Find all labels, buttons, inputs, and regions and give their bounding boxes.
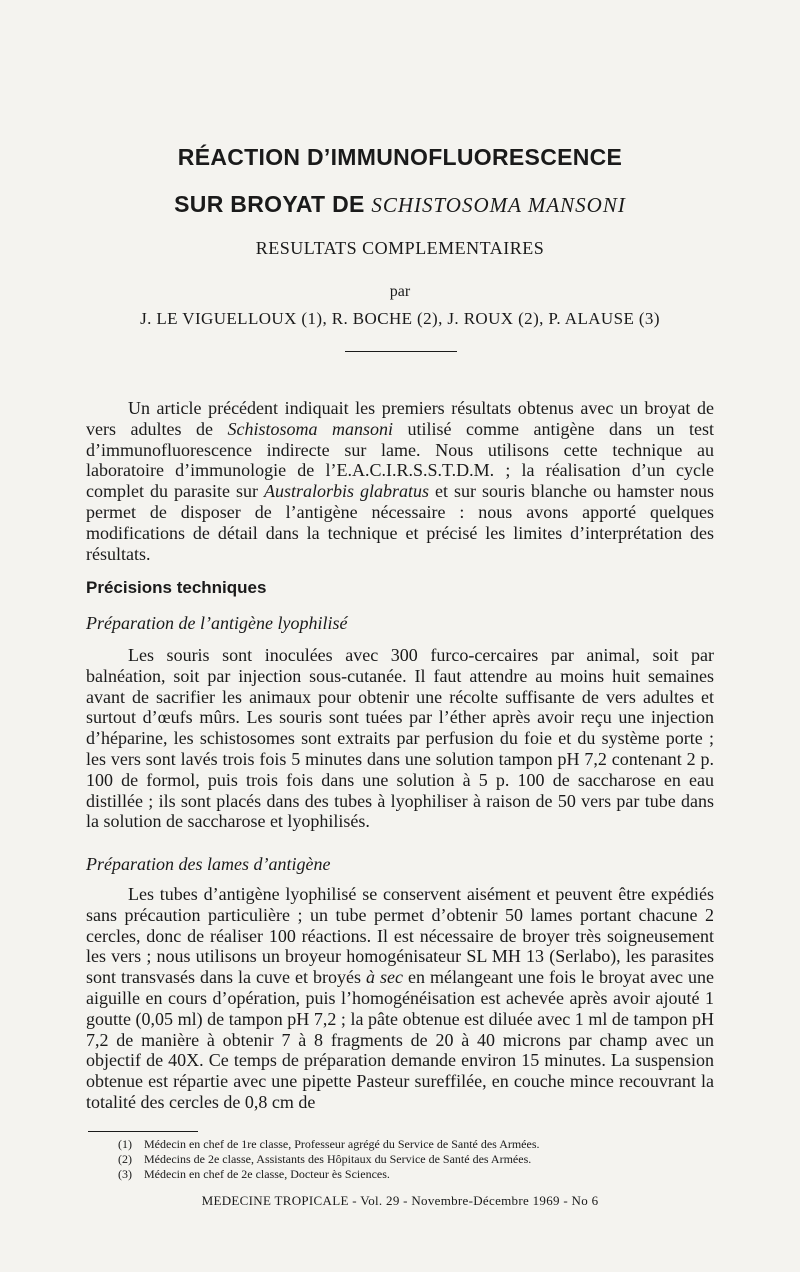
article-title-line2	[0, 191, 800, 218]
article-subtitle: RESULTATS COMPLEMENTAIRES	[255, 238, 545, 258]
title-species: SCHISTOSOMA MANSONI	[371, 193, 626, 217]
antigen-paragraph: Les souris sont inoculées avec 300 furco-cercaires par animal, soit par balnéation, soit par injection sous-cutanée. Il faut attendre au moins huit semaines avant de sacrifier les animaux pour obtenir une récolte suffisante de vers adultes et surtout d’œufs mûrs. Les souris sont tuées par l’éther après avoir reçu une injection d’héparine, les schistosomes sont extraits par perfusion du foie et du système porte ; les vers sont lavés trois fois 5 minutes dans une solution tampon pH 7,2 contenant 2 p. 100 de formol, puis trois fois dans une solution à 5 p. 100 de saccharose en eau distillée ; ils sont placés dans des tubes à lyophiliser à raison de 50 vers par tube dans la solution de saccharose et lyophilisés.	[86, 645, 714, 832]
footnote: (2) Médecins de 2e classe, Assistants des Hôpitaux du Service de Santé des Armées.	[118, 1152, 532, 1166]
slides-paragraph	[86, 884, 714, 1113]
slides-text-1: Les tubes d’antigène lyophilisé se conservent aisément et peuvent être expédiés sans précaution particulière ; un tube permet d’obtenir 50 lames portant chacune 2 cercles, donc de réaliser 100 réactions. Il est nécessaire de broyer très soigneusement les vers ; nous utilisons un broyeur homogénisateur SL MH 13 (Serlabo), les parasites sont transvasés dans la cuve et broyés	[86, 884, 714, 988]
title-divider	[345, 351, 457, 352]
article-title-line1: RÉACTION D’IMMUNOFLUORESCENCE	[177, 144, 623, 170]
intro-host-species: Australorbis glabratus	[263, 481, 430, 502]
journal-footer: MEDECINE TROPICALE - Vol. 29 - Novembre-Décembre 1969 - No 6	[201, 1193, 599, 1208]
slides-text-2: en mélangeant une fois le broyat avec une aiguille en cours d’opération, puis l’homogénéisation est achevée après avoir ajouté 1 goutte (0,05 ml) de tampon pH 7,2 ; la pâte obtenue est diluée avec 1 ml de tampon pH 7,2 de manière à obtenir 7 à 8 fragments de 20 à 40 microns par champ avec un objectif de 40X. Ce temps de préparation demande environ 15 minutes. La suspension obtenue est répartie avec une pipette Pasteur sureffilée, en couche mince recouvrant la totalité des cercles de 0,8 cm de	[86, 967, 714, 1112]
subsection-heading-slides: Préparation des lames d’antigène	[86, 854, 331, 874]
by-label: par	[389, 283, 411, 300]
intro-text-3: et sur souris blanche ou hamster nous permet de disposer de l’antigène nécessaire : nous avons apporté quelques modifications de détail dans la technique et précisé les limites d’interprétation des résultats.	[86, 481, 715, 564]
section-heading: Précisions techniques	[86, 578, 267, 597]
slides-italic: à sec	[366, 967, 404, 988]
footnote: (1) Médecin en chef de 1re classe, Professeur agrégé du Service de Santé des Armées.	[118, 1137, 540, 1151]
author-list: J. LE VIGUELLOUX (1), R. BOCHE (2), J. ROUX (2), P. ALAUSE (3)	[140, 309, 660, 328]
title-prefix: SUR BROYAT DE	[174, 191, 365, 217]
subsection-heading-antigen: Préparation de l’antigène lyophilisé	[86, 613, 348, 633]
intro-paragraph	[86, 398, 714, 564]
intro-text-2: utilisé comme antigène dans un test d’immunofluorescence indirecte sur lame. Nous utilisons cette technique au laboratoire d’immunologie de l’E.A.C.I.R.S.S.T.D.M. ; la réalisation d’un cycle complet du parasite sur	[86, 418, 714, 502]
footnote: (3) Médecin en chef de 2e classe, Docteur ès Sciences.	[118, 1167, 390, 1181]
footnote-divider	[88, 1131, 198, 1132]
intro-species: Schistosoma mansoni	[227, 418, 393, 439]
intro-text-1: Un article précédent indiquait les premiers résultats obtenus avec un broyat de vers adultes de	[86, 398, 714, 439]
footnotes	[118, 1137, 540, 1182]
